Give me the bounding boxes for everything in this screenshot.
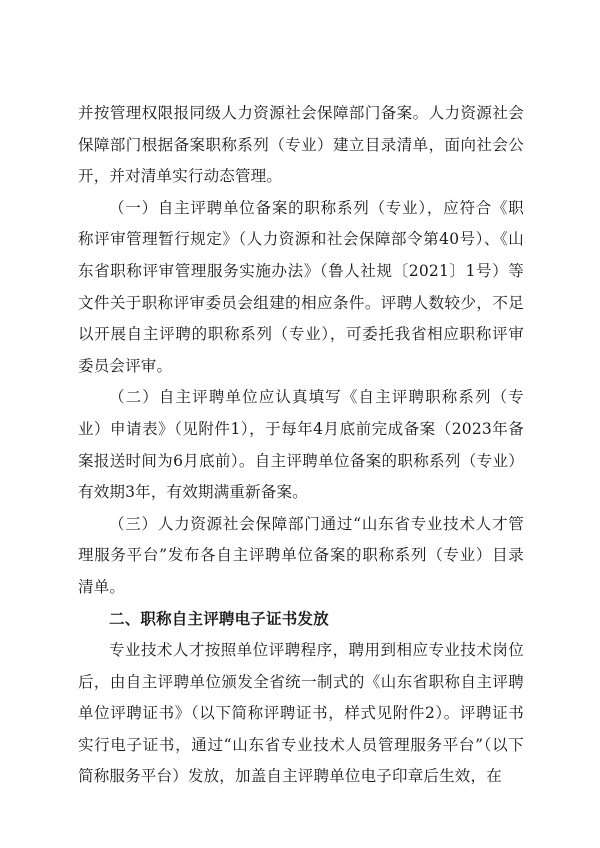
paragraph-section-2: 专业技术人才按照单位评聘程序，聘用到相应专业技术岗位后，由自主评聘单位颁发全省统一制式的《山东省职称自主评聘单位评聘证书》（以下简称评聘证书，样式见附件2）。评聘证书实行电子证书，通过“山东省专业技术人员管理服务平台”（以下简称服务平台）发放，加盖自主评聘单位电子印章后生效，在 xyxy=(78,641,524,786)
paragraph-continuation: 并按管理权限报同级人力资源社会保障部门备案。人力资源社会保障部门根据备案职称系列（专业）建立目录清单，面向社会公开，并对清单实行动态管理。 xyxy=(78,104,524,186)
section-heading: 二、职称自主评聘电子证书发放 xyxy=(109,609,329,628)
document-body xyxy=(78,98,524,793)
paragraph-item-1: （一）自主评聘单位备案的职称系列（专业），应符合《职称评审管理暂行规定》（人力资源和社会保障部令第40号）、《山东省职称评审管理服务实施办法》（鲁人社规〔2021〕1号）等文件关于职称评审委员会组建的相应条件。评聘人数较少，不足以开展自主评聘的职称系列（专业），可委托我省相应职称评审委员会评审。 xyxy=(78,198,524,375)
paragraph-item-3: （三）人力资源社会保障部门通过“山东省专业技术人才管理服务平台”发布各自主评聘单位备案的职称系列（专业）目录清单。 xyxy=(78,514,524,596)
paragraph-item-2: （二）自主评聘单位应认真填写《自主评聘职称系列（专业）申请表》（见附件1），于每年4月底前完成备案（2023年备案报送时间为6月底前）。自主评聘单位备案的职称系列（专业）有效期3年，有效期满重新备案。 xyxy=(78,388,524,502)
